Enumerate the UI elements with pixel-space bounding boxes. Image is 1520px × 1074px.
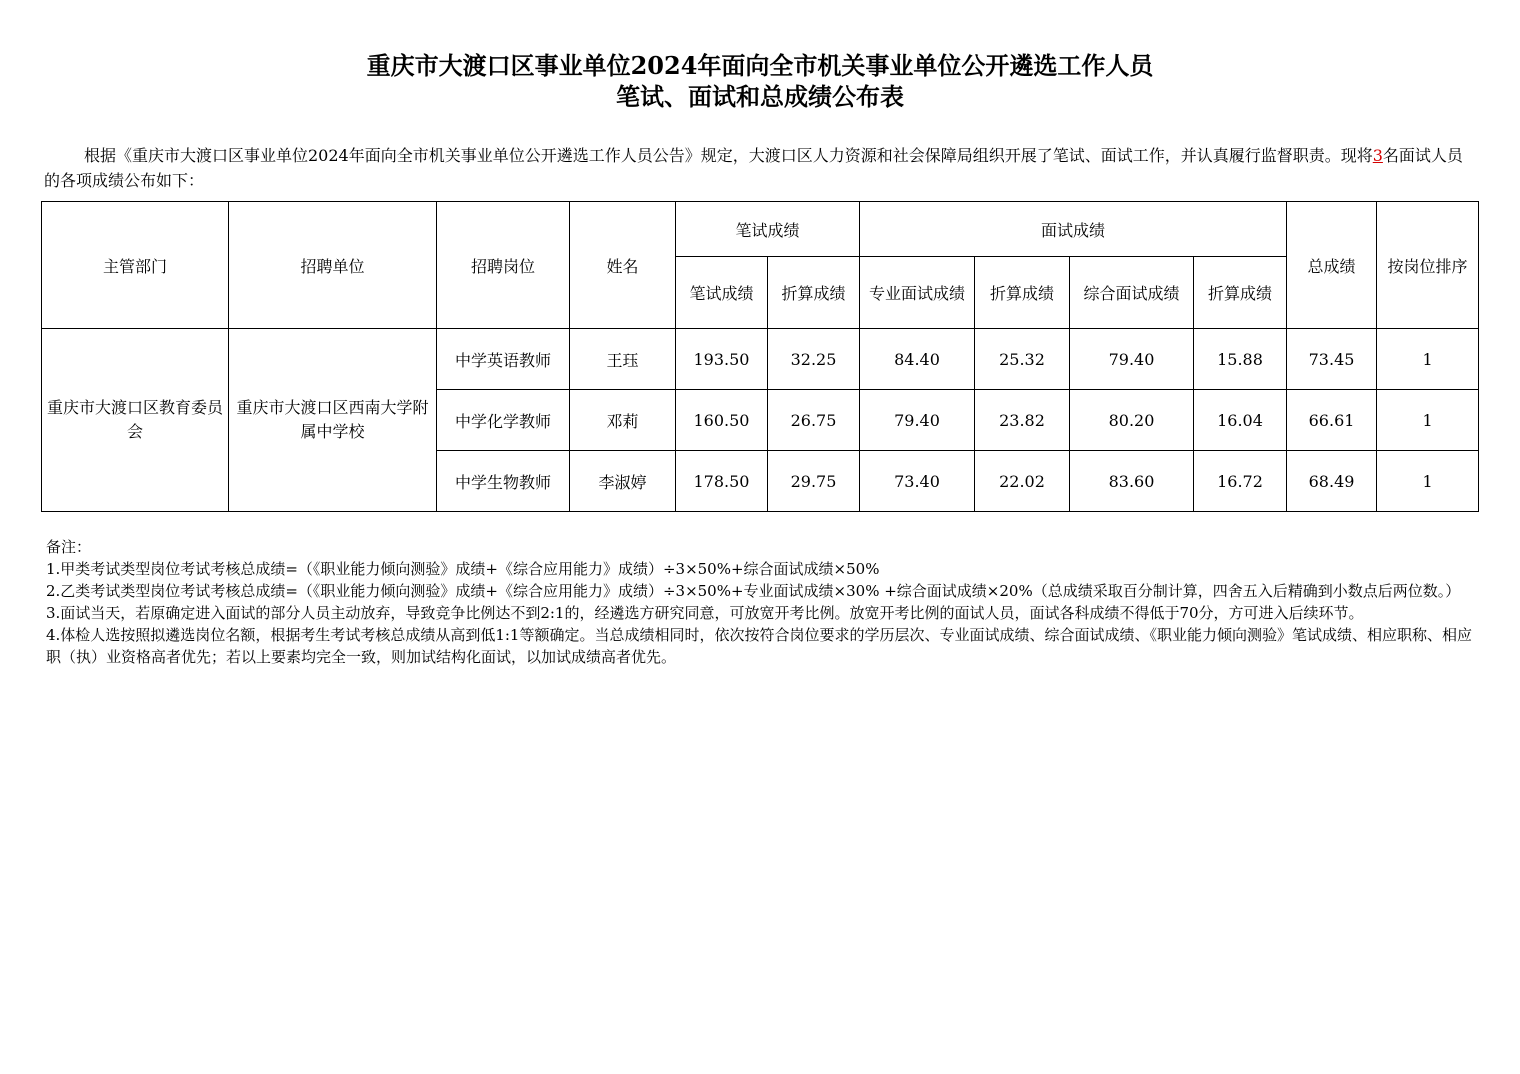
note-item: 2.乙类考试类型岗位考试考核总成绩=（《职业能力倾向测验》成绩+《综合应用能力》成绩）÷3×50%+专业面试成绩×30% +综合面试成绩×20%（总成绩采取百分制计算，四舍五入后精确到小数点后两位数。） [46,582,1461,600]
notes-heading: 备注： [46,538,92,556]
comp-interview-cell: 83.60 [1070,451,1194,512]
note-item: 3.面试当天，若原确定进入面试的部分人员主动放弃，导致竞争比例达不到2:1的，经遴选方研究同意，可放宽开考比例。放宽开考比例的面试人员，面试各科成绩不得低于70分，方可进入后续环节。 [46,604,1364,622]
total-cell: 66.61 [1287,390,1377,451]
score-table [41,201,1479,512]
name-cell: 邓莉 [570,390,676,451]
table-row [42,329,1479,390]
prof-converted-cell: 23.82 [975,390,1070,451]
header-dept: 主管部门 [42,202,229,329]
header-comp-converted: 折算成绩 [1194,257,1287,329]
intro-text-after: 名面试人员的各项成绩公布如下： [44,146,1463,190]
intro-text-before: 根据《重庆市大渡口区事业单位2024年面向全市机关事业单位公开遴选工作人员公告》规定，大渡口区人力资源和社会保障局组织开展了笔试、面试工作，并认真履行监督职责。现将 [84,146,1373,165]
unit-cell: 重庆市大渡口区西南大学附属中学校 [229,329,437,512]
written-score-cell: 178.50 [676,451,768,512]
written-converted-cell: 26.75 [768,390,860,451]
header-written-converted: 折算成绩 [768,257,860,329]
note-item: 4.体检人选按照拟遴选岗位名额，根据考生考试考核总成绩从高到低1:1等额确定。当总成绩相同时，依次按符合岗位要求的学历层次、专业面试成绩、综合面试成绩、《职业能力倾向测验》笔试成绩、相应职称、相应职（执）业资格高者优先；若以上要素均完全一致，则加试结构化面试，以加试成绩高者优先。 [46,626,1472,666]
intro-paragraph [44,143,1474,193]
prof-converted-cell: 22.02 [975,451,1070,512]
document-title-line2: 笔试、面试和总成绩公布表 [616,82,904,111]
written-score-cell: 193.50 [676,329,768,390]
written-converted-cell: 29.75 [768,451,860,512]
header-written-group: 笔试成绩 [676,202,860,257]
name-cell: 王珏 [570,329,676,390]
prof-interview-cell: 79.40 [860,390,975,451]
header-total: 总成绩 [1287,202,1377,329]
total-cell: 68.49 [1287,451,1377,512]
position-cell: 中学生物教师 [437,451,570,512]
document-title-line1: 重庆市大渡口区事业单位2024年面向全市机关事业单位公开遴选工作人员 [366,51,1154,80]
header-position: 招聘岗位 [437,202,570,329]
comp-interview-cell: 79.40 [1070,329,1194,390]
comp-converted-cell: 15.88 [1194,329,1287,390]
header-unit: 招聘单位 [229,202,437,329]
header-interview-group: 面试成绩 [860,202,1287,257]
total-cell: 73.45 [1287,329,1377,390]
position-cell: 中学英语教师 [437,329,570,390]
notes-section [46,536,1476,668]
rank-cell: 1 [1377,329,1479,390]
comp-converted-cell: 16.04 [1194,390,1287,451]
header-row-1 [42,202,1479,257]
rank-cell: 1 [1377,451,1479,512]
written-converted-cell: 32.25 [768,329,860,390]
prof-interview-cell: 84.40 [860,329,975,390]
comp-converted-cell: 16.72 [1194,451,1287,512]
written-score-cell: 160.50 [676,390,768,451]
header-name: 姓名 [570,202,676,329]
name-cell: 李淑婷 [570,451,676,512]
header-rank: 按岗位排序 [1377,202,1479,329]
note-item: 1.甲类考试类型岗位考试考核总成绩=（《职业能力倾向测验》成绩+《综合应用能力》成绩）÷3×50%+综合面试成绩×50% [46,560,880,578]
header-written-score: 笔试成绩 [676,257,768,329]
prof-interview-cell: 73.40 [860,451,975,512]
position-cell: 中学化学教师 [437,390,570,451]
prof-converted-cell: 25.32 [975,329,1070,390]
rank-cell: 1 [1377,390,1479,451]
header-prof-interview: 专业面试成绩 [860,257,975,329]
comp-interview-cell: 80.20 [1070,390,1194,451]
dept-cell: 重庆市大渡口区教育委员会 [42,329,229,512]
interviewee-count: 3 [1372,146,1383,165]
header-comp-interview: 综合面试成绩 [1070,257,1194,329]
header-prof-converted: 折算成绩 [975,257,1070,329]
